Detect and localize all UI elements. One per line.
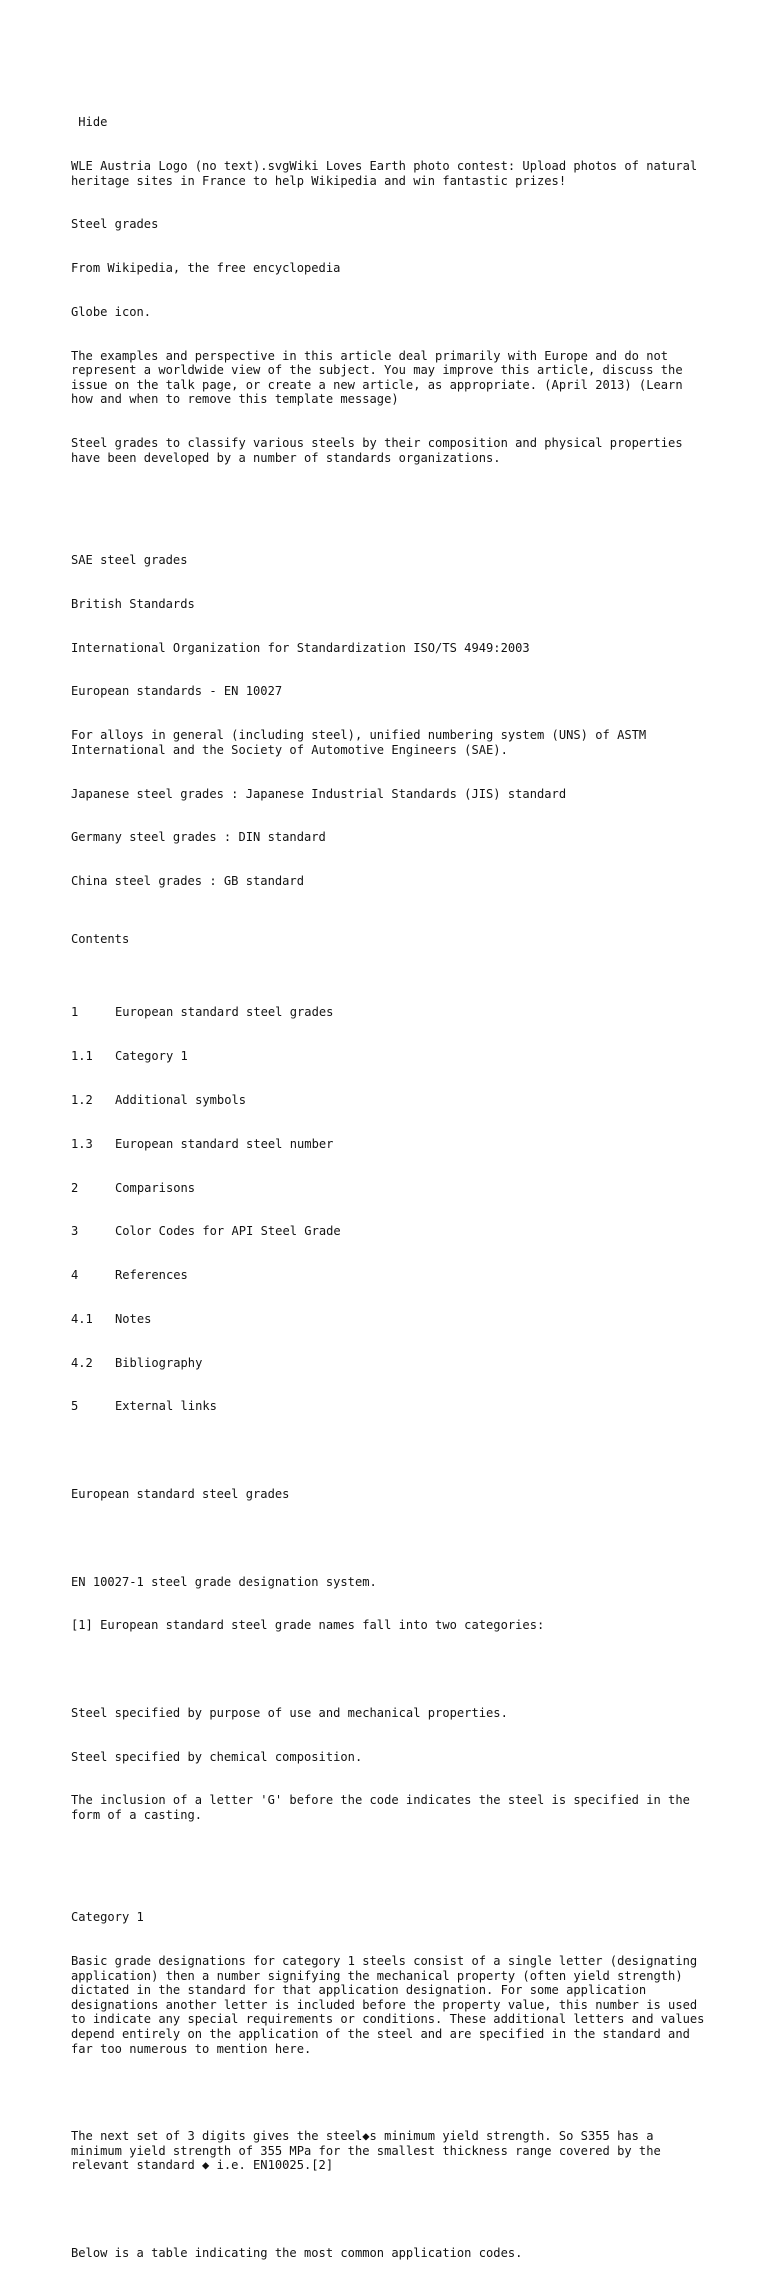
toc-label[interactable]: Additional symbols [115,1092,247,1107]
spacer [71,2202,711,2217]
table-of-contents [71,976,711,1443]
category-item: Steel specified by purpose of use and mechanical properties. [71,1705,508,1720]
contents-heading: Contents [71,932,130,947]
toc-label[interactable]: Color Codes for API Steel Grade [115,1224,341,1239]
toc-number: 4 [71,1268,79,1283]
toc-number: 5 [71,1399,79,1414]
toc-label[interactable]: Notes [115,1311,152,1326]
standard-link-jis[interactable]: Japanese steel grades : Japanese Industrial Standards (JIS) standard [71,786,567,801]
yield-strength-paragraph: The next set of 3 digits gives the steel◆s minimum yield strength. So S355 has a minimum yield strength of 355 MPa for the smallest thickness range covered by the relevant standard ◆ i.e. EN10025.[2] [71,2129,669,2173]
toc-item[interactable] [71,1137,711,1152]
wle-banner[interactable]: WLE Austria Logo (no text).svgWiki Loves Earth photo contest: Upload photos of natural heritage sites in France to help Wikipedia and win fantastic prizes! [71,158,705,188]
standard-link-gb[interactable]: China steel grades : GB standard [71,874,304,889]
standard-link-sae[interactable]: SAE steel grades [71,553,188,567]
toc-item[interactable] [71,1312,711,1327]
spacer [71,495,711,510]
toc-number: 4.2 [71,1355,93,1370]
toc-number: 1.3 [71,1136,93,1151]
globe-icon: Globe icon. [71,304,152,319]
toc-item[interactable] [71,1005,711,1020]
toc-item[interactable] [71,1224,711,1239]
toc-label[interactable]: European standard steel grades [115,1005,334,1020]
standard-link-british[interactable]: British Standards [71,596,195,611]
toc-number: 1.1 [71,1049,93,1064]
toc-label[interactable]: External links [115,1399,217,1414]
article-page [71,86,711,2275]
toc-item[interactable] [71,1268,711,1283]
standard-link-iso[interactable]: International Organization for Standardization ISO/TS 4949:2003 [71,640,530,655]
intro-paragraph: Steel grades to classify various steels by their composition and physical properties have been developed by a number of standards organizations. [71,436,690,465]
standard-link-en10027[interactable]: European standards - EN 10027 [71,684,283,699]
standard-link-din[interactable]: Germany steel grades : DIN standard [71,830,326,845]
casting-note: The inclusion of a letter 'G' before the code indicates the steel is specified in the form of a casting. [71,1793,698,1823]
figure-caption: EN 10027-1 steel grade designation system. [71,1574,377,1589]
section-heading-category-1: Category 1 [71,1910,144,1925]
toc-label[interactable]: European standard steel number [115,1136,334,1151]
toc-label[interactable]: Bibliography [115,1355,203,1370]
page-title: Steel grades [71,217,159,232]
category-item: Steel specified by chemical composition. [71,1749,363,1764]
toc-label[interactable]: Category 1 [115,1049,188,1064]
category1-paragraph: Basic grade designations for category 1 steels consist of a single letter (designating application) then a number signifying the mechanical property (often yield strength) dictated in the standard for that application designation. For some application designations another letter is included before the property value, this number is used to indicate any special requirements or conditions. These additional letters and values depend entirely on the application of the steel and are specified in the standard and far too numerous to mention here. [71,1954,712,2056]
spacer [71,2085,711,2100]
table-intro-paragraph: Below is a table indicating the most common application codes. [71,2245,523,2260]
spacer [71,1852,711,1867]
worldview-notice: The examples and perspective in this article deal primarily with Europe and do not represent a worldwide view of the subject. You may improve this article, discuss the issue on the talk page, or create a new article, as appropriate. (April 2013) (Learn how and when to remove this template message) [71,348,690,407]
toc-number: 1 [71,1005,79,1020]
standard-link-uns[interactable]: For alloys in general (including steel), unified numbering system (UNS) of ASTM International and the Society of Automotive Engineers (SAE). [71,728,654,757]
toc-label[interactable]: Comparisons [115,1180,196,1195]
toc-number: 1.2 [71,1092,93,1107]
section-lead: [1] European standard steel grade names fall into two categories: [71,1618,545,1633]
toc-item[interactable] [71,1399,711,1414]
toc-number: 2 [71,1180,79,1195]
spacer [71,1531,711,1546]
toc-item[interactable] [71,1049,711,1064]
toc-number: 3 [71,1224,79,1239]
toc-item[interactable] [71,1181,711,1196]
toc-number: 4.1 [71,1311,93,1326]
toc-item[interactable] [71,1356,711,1371]
section-heading-european: European standard steel grades [71,1487,290,1501]
spacer [71,1662,711,1677]
hide-link[interactable]: Hide [71,115,108,130]
tagline: From Wikipedia, the free encyclopedia [71,261,341,276]
toc-item[interactable] [71,1093,711,1108]
toc-label[interactable]: References [115,1268,188,1283]
